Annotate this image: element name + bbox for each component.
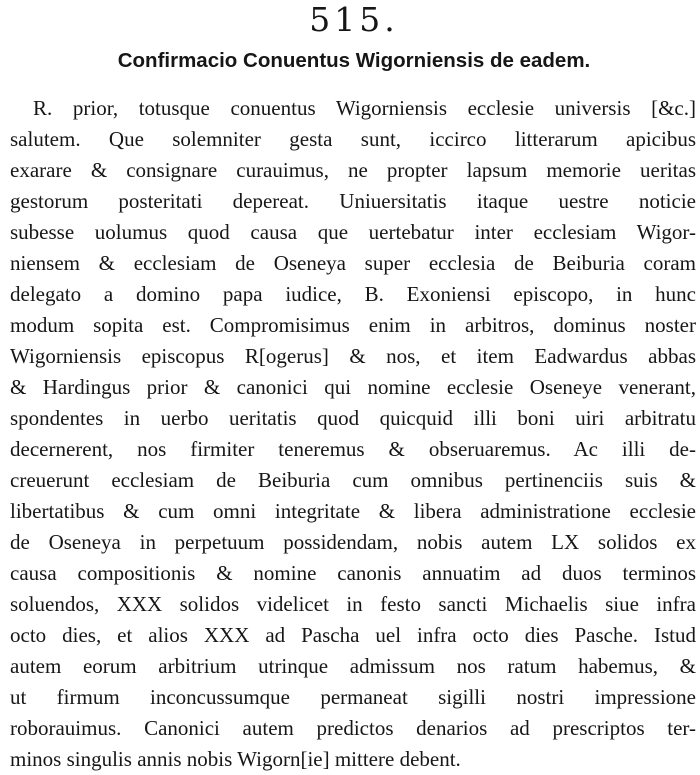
text-line: ut firmum inconcussumque permaneat sigilli nostri impressione — [10, 685, 696, 709]
text-line: libertatibus & cum omni integritate & libera administratione ecclesie — [10, 499, 696, 523]
text-line: delegato a domino papa iudice, B. Exoniensi episcopo, in hunc — [10, 282, 696, 306]
text-line: octo dies, et alios XXX ad Pascha uel infra octo dies Pasche. Istud — [10, 623, 696, 647]
text-line: Wigorniensis episcopus R[ogerus] & nos, et item Eadwardus abbas — [10, 344, 696, 368]
charter-text — [10, 93, 696, 775]
text-line: modum sopita est. Compromisimus enim in arbitros, dominus noster — [10, 313, 696, 337]
charter-heading: Confirmacio Conuentus Wigorniensis de eadem. — [117, 49, 591, 72]
text-line: de Oseneya in perpetuum possidendam, nobis autem LX solidos ex — [10, 530, 696, 554]
text-line: decernerent, nos firmiter teneremus & obseruaremus. Ac illi de- — [10, 437, 696, 461]
text-line: niensem & ecclesiam de Oseneya super ecclesia de Beiburia coram — [10, 251, 696, 275]
text-line: subesse uolumus quod causa que uertebatur inter ecclesiam Wigor- — [10, 220, 696, 244]
text-line: & Hardingus prior & canonici qui nomine ecclesie Oseneye venerant, — [10, 375, 696, 399]
text-line: creuerunt ecclesiam de Beiburia cum omnibus pertinenciis suis & — [10, 468, 696, 492]
text-line: gestorum posteritati depereat. Uniuersitatis itaque uestre noticie — [10, 189, 696, 213]
text-line: spondentes in uerbo ueritatis quod quicquid illi boni uiri arbitratu — [10, 406, 696, 430]
page-number: 515. — [309, 0, 399, 39]
text-line: minos singulis annis nobis Wigorn[ie] mittere debent. — [10, 747, 461, 771]
text-line: soluendos, XXX solidos videlicet in festo sancti Michaelis siue infra — [10, 592, 696, 616]
text-line: roborauimus. Canonici autem predictos denarios ad prescriptos ter- — [10, 716, 696, 740]
text-line: causa compositionis & nomine canonis annuatim ad duos terminos — [10, 561, 696, 585]
text-line: exarare & consignare curauimus, ne propter lapsum memorie ueritas — [10, 158, 696, 182]
text-line: autem eorum arbitrium utrinque admissum nos ratum habemus, & — [10, 654, 696, 678]
text-line: R. prior, totusque conuentus Wigorniensis ecclesie universis [&c.] — [33, 96, 696, 120]
text-line: salutem. Que solemniter gesta sunt, iccirco litterarum apicibus — [10, 127, 696, 151]
